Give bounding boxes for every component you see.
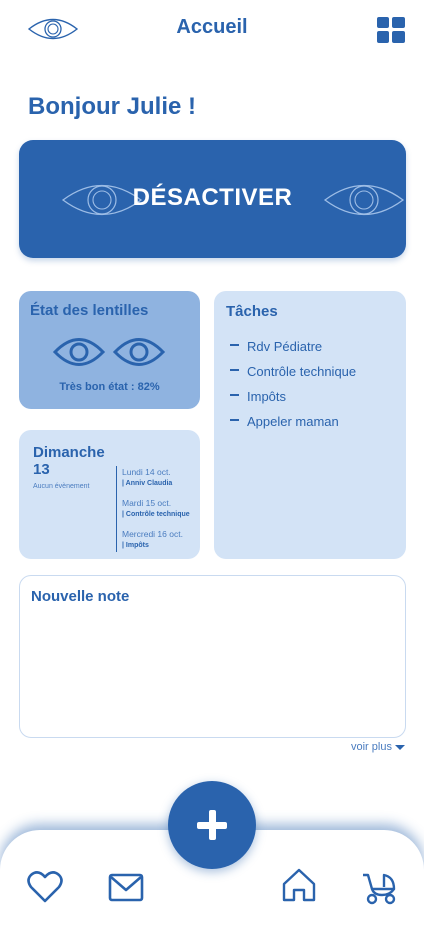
task-label: Rdv Pédiatre — [247, 339, 323, 354]
event-date: Mardi 15 oct. — [122, 498, 172, 508]
lens-status-text: Très bon état : 82% — [59, 381, 160, 393]
caret-down-icon — [395, 745, 405, 750]
plus-icon — [209, 810, 216, 840]
calendar-card[interactable] — [19, 430, 200, 559]
task-item[interactable] — [230, 339, 322, 354]
mail-icon[interactable] — [108, 869, 144, 905]
event-name: | Impôts — [122, 542, 149, 549]
calendar-no-event: Aucun évènement — [33, 483, 90, 490]
tasks-title: Tâches — [226, 303, 278, 320]
see-more-label: voir plus — [351, 741, 392, 753]
lens-status-title: État des lentilles — [30, 302, 149, 319]
dash-icon — [230, 419, 239, 421]
calendar-day-number: 13 — [33, 461, 50, 478]
new-note-area[interactable] — [19, 575, 406, 738]
tasks-card — [214, 291, 406, 559]
event-date: Mercredi 16 oct. — [122, 529, 183, 539]
note-title: Nouvelle note — [31, 588, 130, 605]
task-item[interactable] — [230, 364, 356, 379]
event-date: Lundi 14 oct. — [122, 467, 171, 477]
home-icon[interactable] — [281, 867, 317, 903]
task-label: Appeler maman — [247, 414, 339, 429]
task-item[interactable] — [230, 389, 286, 404]
deactivate-label: DÉSACTIVER — [132, 184, 293, 211]
lens-status-card[interactable] — [19, 291, 200, 409]
greeting: Bonjour Julie ! — [28, 93, 196, 120]
add-button[interactable] — [168, 781, 256, 869]
header — [0, 0, 424, 58]
task-item[interactable] — [230, 414, 339, 429]
grid-menu-icon[interactable] — [377, 17, 405, 43]
event-name: | Contrôle technique — [122, 511, 190, 518]
page-title: Accueil — [176, 16, 248, 38]
eye-icon — [323, 179, 405, 221]
event-name: | Anniv Claudia — [122, 480, 173, 487]
dash-icon — [230, 394, 239, 396]
task-label: Impôts — [247, 389, 287, 404]
lens-eye-icon — [53, 333, 105, 371]
calendar-divider — [116, 466, 117, 552]
see-more-link[interactable] — [351, 741, 405, 753]
dash-icon — [230, 369, 239, 371]
calendar-day-name: Dimanche — [33, 444, 105, 461]
dash-icon — [230, 344, 239, 346]
task-label: Contrôle technique — [247, 364, 357, 379]
lens-eye-icon — [113, 333, 165, 371]
heart-icon[interactable] — [27, 869, 63, 905]
deactivate-button[interactable] — [19, 140, 406, 258]
stroller-icon[interactable] — [362, 869, 398, 905]
